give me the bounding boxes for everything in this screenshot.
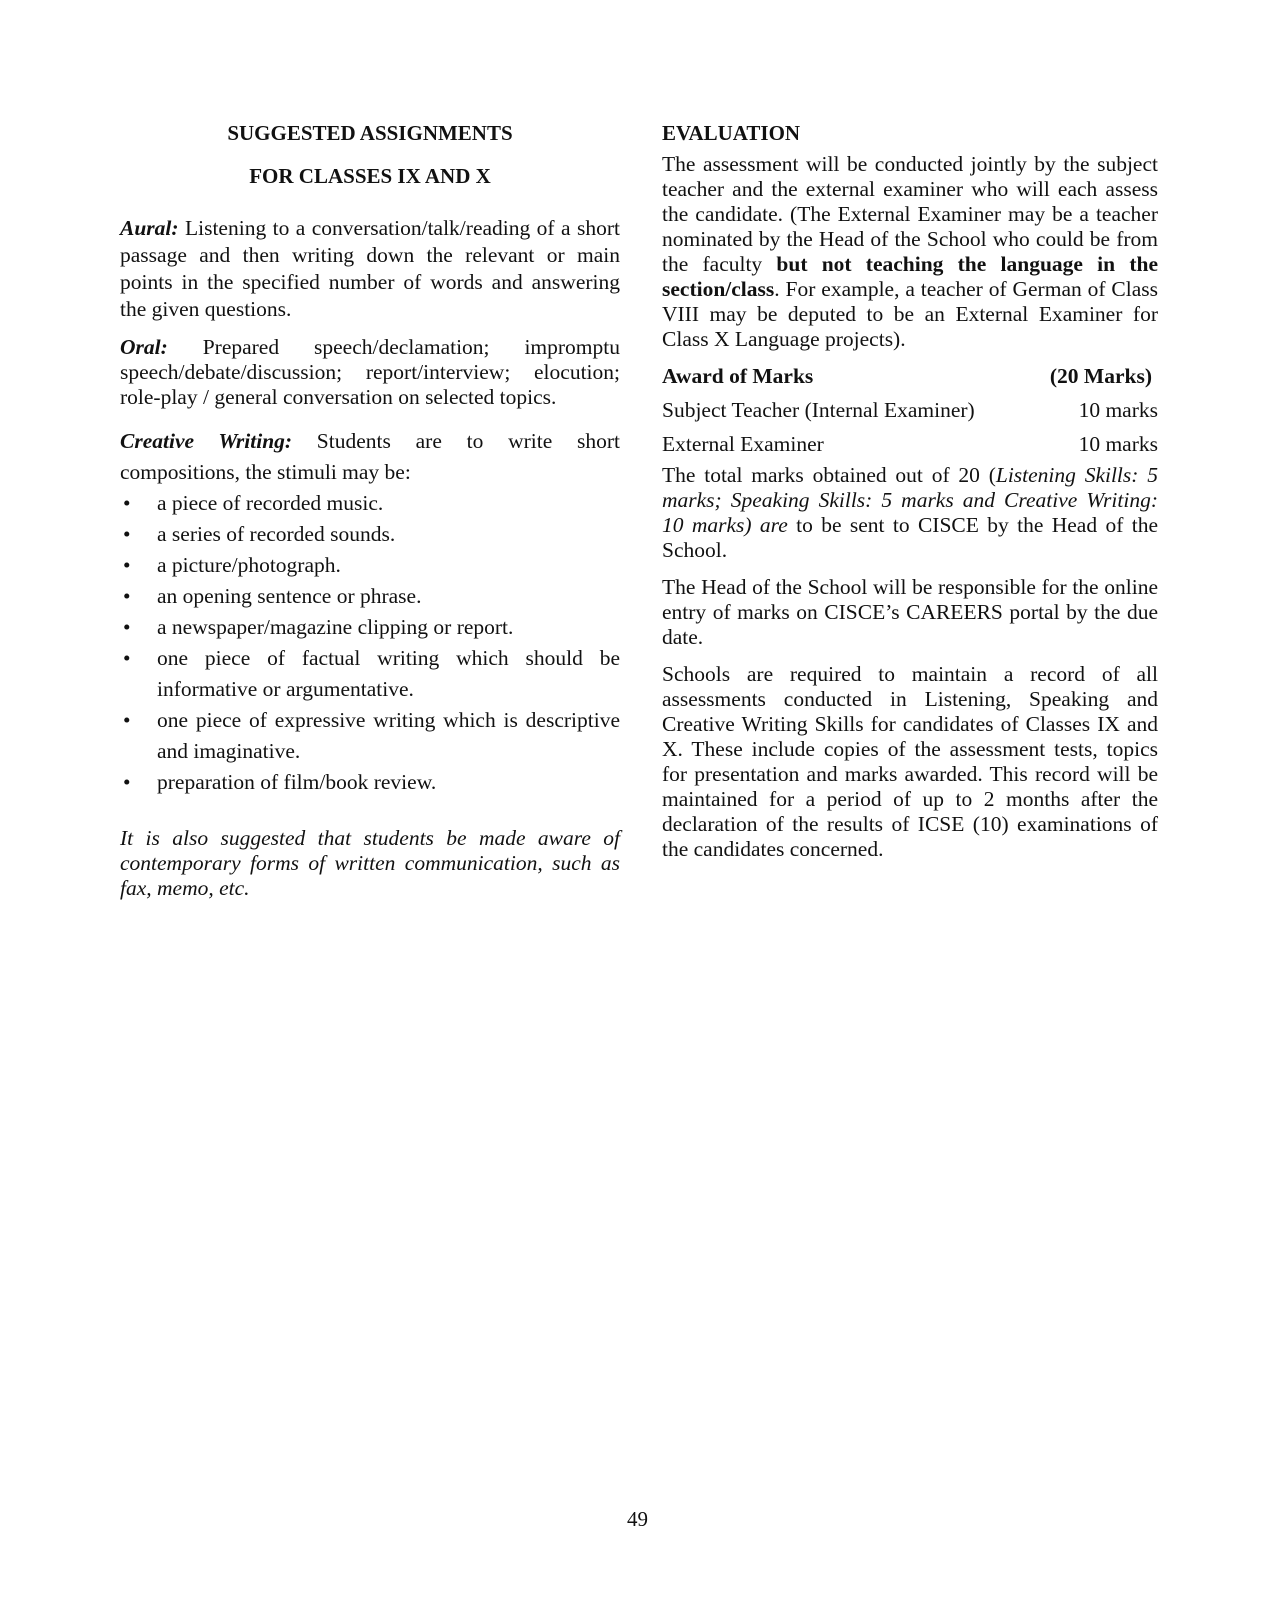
total-marks-paragraph: The total marks obtained out of 20 (Listening Skills: 5 marks; Speaking Skills: 5 marks and Creative Writing: 10 marks) are to be sent to CISCE by the Head of the School. (662, 463, 1158, 562)
marks-label: Subject Teacher (Internal Examiner) (662, 398, 975, 422)
list-item: • a piece of recorded music. (120, 488, 620, 519)
aural-paragraph (120, 215, 620, 323)
marks-label: External Examiner (662, 432, 824, 456)
award-of-marks-header (662, 364, 1158, 389)
marks-row-internal (662, 398, 1158, 423)
creative-writing-paragraph (120, 426, 620, 488)
section-heading-suggested-assignments: SUGGESTED ASSIGNMENTS (227, 121, 513, 145)
bullet-icon: • (123, 708, 131, 732)
list-item: • a newspaper/magazine clipping or report. (120, 612, 620, 643)
marks-row-external (662, 432, 1158, 457)
marks-value: 10 marks (1078, 398, 1158, 422)
list-item: • an opening sentence or phrase. (120, 581, 620, 612)
online-entry-paragraph: The Head of the School will be responsible for the online entry of marks on CISCE’s CAREERS portal by the due date. (662, 575, 1158, 649)
oral-label: Oral: (120, 335, 168, 359)
assessment-paragraph: The assessment will be conducted jointly by the subject teacher and the external examiner who will each assess the candidate. (The External Examiner may be a teacher nominated by the Head of the School who could be from the faculty but not teaching the language in the section/class. For example, a teacher of German of Class VIII may be deputed to be an External Examiner for Class X Language projects). (662, 152, 1158, 351)
left-column (120, 115, 620, 901)
aural-label: Aural: (120, 216, 179, 240)
list-item: • a picture/photograph. (120, 550, 620, 581)
bullet-icon: • (123, 584, 131, 608)
bullet-icon: • (123, 770, 131, 794)
bullet-icon: • (123, 522, 131, 546)
evaluation-heading: EVALUATION (662, 121, 801, 145)
record-keeping-paragraph: Schools are required to maintain a record of all assessments conducted in Listening, Speaking and Creative Writing Skills for candidates of Classes IX and X. These include copies of the assessment tests, topics for presentation and marks awarded. This record will be maintained for a period of up to 2 months after the declaration of the results of ICSE (10) examinations of the candidates concerned. (662, 662, 1158, 861)
oral-paragraph (120, 335, 620, 410)
oral-text: Prepared speech/declamation; impromptu speech/debate/discussion; report/interview; elocution; role-play / general conversation on selected topics. (120, 335, 620, 409)
creative-writing-text: Students are to write short compositions, the stimuli may be: (120, 429, 620, 484)
bullet-icon: • (123, 553, 131, 577)
list-item: • one piece of expressive writing which is descriptive and imaginative. (120, 705, 620, 767)
suggestion-note: It is also suggested that students be made aware of contemporary forms of written communication, such as fax, memo, etc. (120, 826, 620, 900)
list-item: • a series of recorded sounds. (120, 519, 620, 550)
stimuli-list (120, 488, 620, 798)
page-number: 49 (627, 1507, 648, 1531)
creative-writing-label: Creative Writing: (120, 429, 293, 453)
award-label: Award of Marks (662, 364, 814, 388)
section-subheading-classes: FOR CLASSES IX AND X (249, 164, 491, 188)
list-item: • preparation of film/book review. (120, 767, 620, 798)
award-total: (20 Marks) (1049, 364, 1152, 388)
aural-text: Listening to a conversation/talk/reading of a short passage and then writing down the relevant or main points in the specified number of words and answering the given questions. (120, 216, 620, 321)
skills-breakdown: Listening Skills: 5 marks; Speaking Skills: 5 marks and Creative Writing: 10 marks) are (662, 463, 1158, 537)
marks-value: 10 marks (1078, 432, 1158, 456)
right-column (662, 115, 1158, 862)
list-item: • one piece of factual writing which should be informative or argumentative. (120, 643, 620, 705)
bullet-icon: • (123, 615, 131, 639)
emphasis-text: but not teaching the language in the section/class (662, 252, 1158, 301)
bullet-icon: • (123, 646, 131, 670)
bullet-icon: • (123, 491, 131, 515)
